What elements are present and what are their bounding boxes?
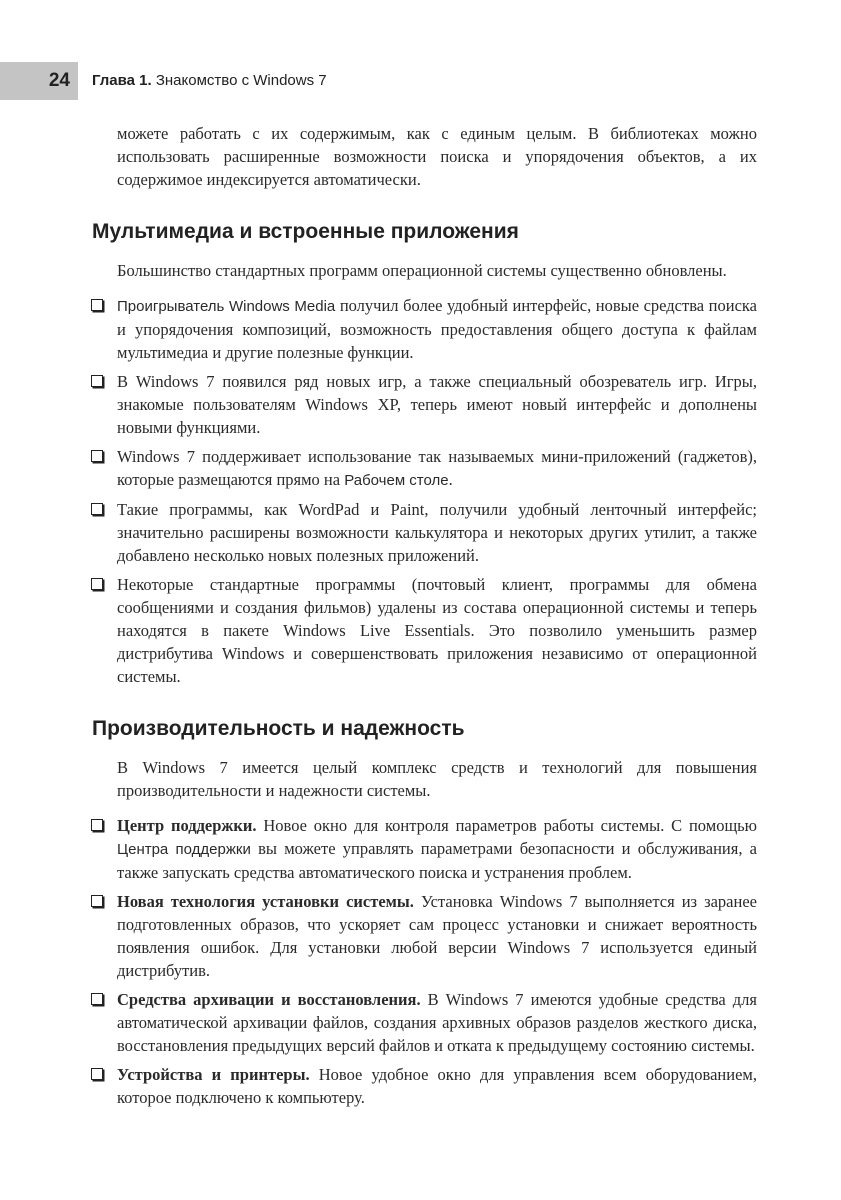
item-lead-term: Новая технология установки системы. — [117, 892, 414, 911]
list-item — [117, 814, 757, 884]
chapter-title: Знакомство с Windows 7 — [151, 72, 327, 89]
bullet-list — [117, 814, 757, 1109]
checkbox-bullet-icon — [91, 895, 103, 907]
checkbox-bullet-icon — [91, 578, 103, 590]
chapter-label: Глава 1. — [92, 72, 152, 89]
item-text: вы можете управлять параметрами безопасности и обслуживания, а также запускать средства автоматического поиска и устранения проблем. — [117, 839, 758, 882]
page-body — [92, 122, 758, 1115]
checkbox-bullet-icon — [91, 819, 103, 831]
list-item — [117, 370, 757, 439]
section-lead: В Windows 7 имеется целый комплекс средств и технологий для повышения производительности и надежности системы. — [117, 758, 757, 800]
item-lead-term: Устройства и принтеры. — [117, 1065, 310, 1084]
item-text: Новое окно для контроля параметров работы системы. С помощью — [256, 816, 757, 835]
list-item — [117, 890, 757, 982]
item-lead-term: Средства архивации и восстановления. — [117, 990, 421, 1009]
checkbox-bullet-icon — [91, 1068, 103, 1080]
checkbox-bullet-icon — [91, 299, 103, 311]
list-item — [117, 1063, 757, 1109]
bullet-list — [117, 294, 757, 688]
section-lead: Большинство стандартных программ операционной системы существенно обновлены. — [117, 261, 727, 280]
item-lead-term: Центр поддержки. — [117, 816, 257, 835]
item-text: Новое удобное окно для управления всем оборудованием, которое подключено к компьютеру. — [117, 1065, 757, 1107]
item-text: Некоторые стандартные программы (почтовый клиент, программы для обмена сообщениями и создания фильмов) удалены из состава операционной системы и теперь находятся в пакете Windows Live Essentials. Это позволило уменьшить размер дистрибутива Windows и совершенствовать приложения независимо от операционной системы. — [117, 575, 757, 686]
list-item — [117, 988, 757, 1057]
ui-term: Рабочем столе — [344, 472, 449, 489]
section-heading: Производительность и надежность — [92, 717, 465, 740]
running-header — [92, 62, 327, 100]
item-text: Установка Windows 7 выполняется из заранее подготовленных образов, что ускоряет сам процесс установки и снижает вероятность появления ошибок. Для установки любой версии Windows 7 используется единый дистрибутив. — [117, 892, 757, 980]
checkbox-bullet-icon — [91, 375, 103, 387]
page-number: 24 — [48, 70, 70, 91]
section — [92, 716, 758, 1109]
checkbox-bullet-icon — [91, 503, 103, 515]
list-item — [117, 294, 757, 364]
item-text: Такие программы, как WordPad и Paint, получили удобный ленточный интерфейс; значительно расширены возможности калькулятора и некоторых других утилит, а также добавлено несколько новых полезных приложений. — [117, 500, 757, 565]
ui-term: Проигрыватель Windows Media — [117, 298, 336, 315]
list-item — [117, 573, 757, 688]
item-text: получил более удобный интерфейс, новые средства поиска и упорядочения композиций, возможность предоставления общего доступа к файлам мультимедиа и другие полезные функции. — [117, 296, 757, 362]
section-heading: Мультимедиа и встроенные приложения — [92, 220, 519, 243]
item-text: В Windows 7 появился ряд новых игр, а также специальный обозреватель игр. Игры, знакомые пользователям Windows XP, теперь имеют новый интерфейс и дополнены новыми функциями. — [117, 372, 757, 437]
item-text: . — [448, 470, 453, 489]
intro-paragraph: можете работать с их содержимым, как с единым целым. В библиотеках можно использовать расширенные возможности поиска и упорядочения объектов, а их содержимое индексируется автоматически. — [117, 124, 757, 189]
item-text: В Windows 7 имеются удобные средства для автоматической архивации файлов, создания архивных образов разделов жесткого диска, восстановления предыдущих версий файлов и отката к предыдущему состоянию системы. — [117, 990, 757, 1055]
section — [92, 219, 757, 688]
ui-term: Центра поддержки — [117, 841, 251, 858]
checkbox-bullet-icon — [91, 450, 103, 462]
checkbox-bullet-icon — [91, 993, 103, 1005]
list-item — [117, 498, 757, 567]
list-item — [117, 445, 757, 492]
item-text: Windows 7 поддерживает использование так называемых мини-приложений (гаджетов), которые размещаются прямо на — [117, 447, 757, 489]
